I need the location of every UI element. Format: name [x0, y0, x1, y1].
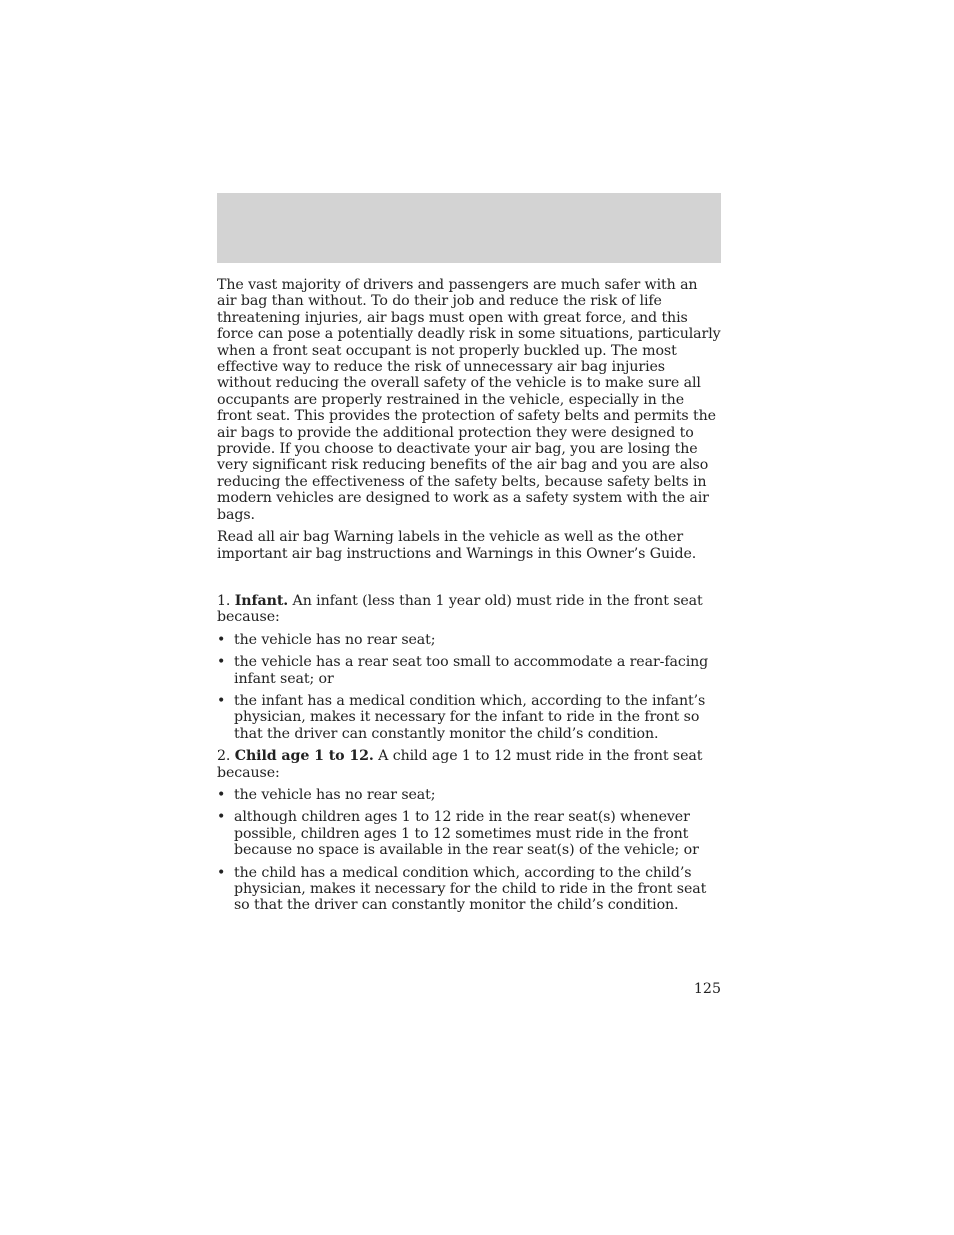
list-item	[217, 632, 721, 648]
list-item	[217, 787, 721, 803]
list-item-text: the infant has a medical condition which, according to the infant’s physician, makes it necessary for the infant to ride in the front so that the driver can constantly monitor the child’s condition.	[234, 692, 706, 742]
bullet-icon: •	[217, 631, 226, 648]
item-child-intro	[217, 748, 721, 781]
item-title: Child age 1 to 12.	[234, 748, 374, 765]
list-item-text: the child has a medical condition which, according to the child’s physician, makes it necessary for the child to ride in the front seat so that the driver can constantly monitor the child’s condition.	[234, 864, 707, 914]
intro-paragraph: The vast majority of drivers and passengers are much safer with an air bag than without. To do their job and reduce the risk of life threatening injuries, air bags must open with great force, and this force can pose a potentially deadly risk in some situations, particularly when a front seat occupant is not properly buckled up. The most effective way to reduce the risk of unnecessary air bag injuries without reducing the overall safety of the vehicle is to make sure all occupants are properly restrained in the vehicle, especially in the front seat. This provides the protection of safety belts and permits the air bags to provide the additional protection they were designed to provide. If you choose to deactivate your air bag, you are losing the very significant risk reducing benefits of the air bag and you are also reducing the effectiveness of the safety belts, because safety belts in modern vehicles are designed to work as a safety system with the air bags.	[217, 277, 721, 523]
bullet-icon: •	[217, 786, 226, 803]
bullet-icon: •	[217, 654, 226, 671]
item-number: 2.	[217, 748, 231, 765]
list-item	[217, 865, 721, 914]
infant-bullet-list	[217, 632, 721, 742]
list-item	[217, 654, 721, 687]
warning-labels-paragraph: Read all air bag Warning labels in the vehicle as well as the other important air bag instructions and Warnings in this Owner’s Guide.	[217, 529, 697, 562]
item-intro-text: A child age 1 to 12 must ride in the front seat because:	[217, 748, 703, 781]
list-item-text: the vehicle has no rear seat;	[234, 786, 436, 803]
item-infant-intro	[217, 593, 721, 626]
list-item	[217, 809, 721, 858]
bullet-icon: •	[217, 864, 226, 881]
bullet-icon: •	[217, 809, 226, 826]
list-item-text: the vehicle has a rear seat too small to accommodate a rear-facing infant seat; or	[234, 654, 709, 687]
list-item	[217, 693, 721, 742]
page-number: 125	[693, 981, 721, 997]
item-title: Infant.	[234, 592, 289, 609]
page-content	[217, 277, 721, 920]
list-item-text: although children ages 1 to 12 ride in the rear seat(s) whenever possible, children ages 1 to 12 sometimes must ride in the front because no space is available in the rear seat(s) of the vehicle; or	[234, 809, 699, 859]
item-intro-text: An infant (less than 1 year old) must ride in the front seat because:	[217, 592, 703, 626]
list-item-text: the vehicle has no rear seat;	[234, 631, 436, 648]
bullet-icon: •	[217, 692, 226, 709]
item-number: 1.	[217, 592, 231, 609]
section-header-band	[217, 193, 721, 263]
child-bullet-list	[217, 787, 721, 914]
